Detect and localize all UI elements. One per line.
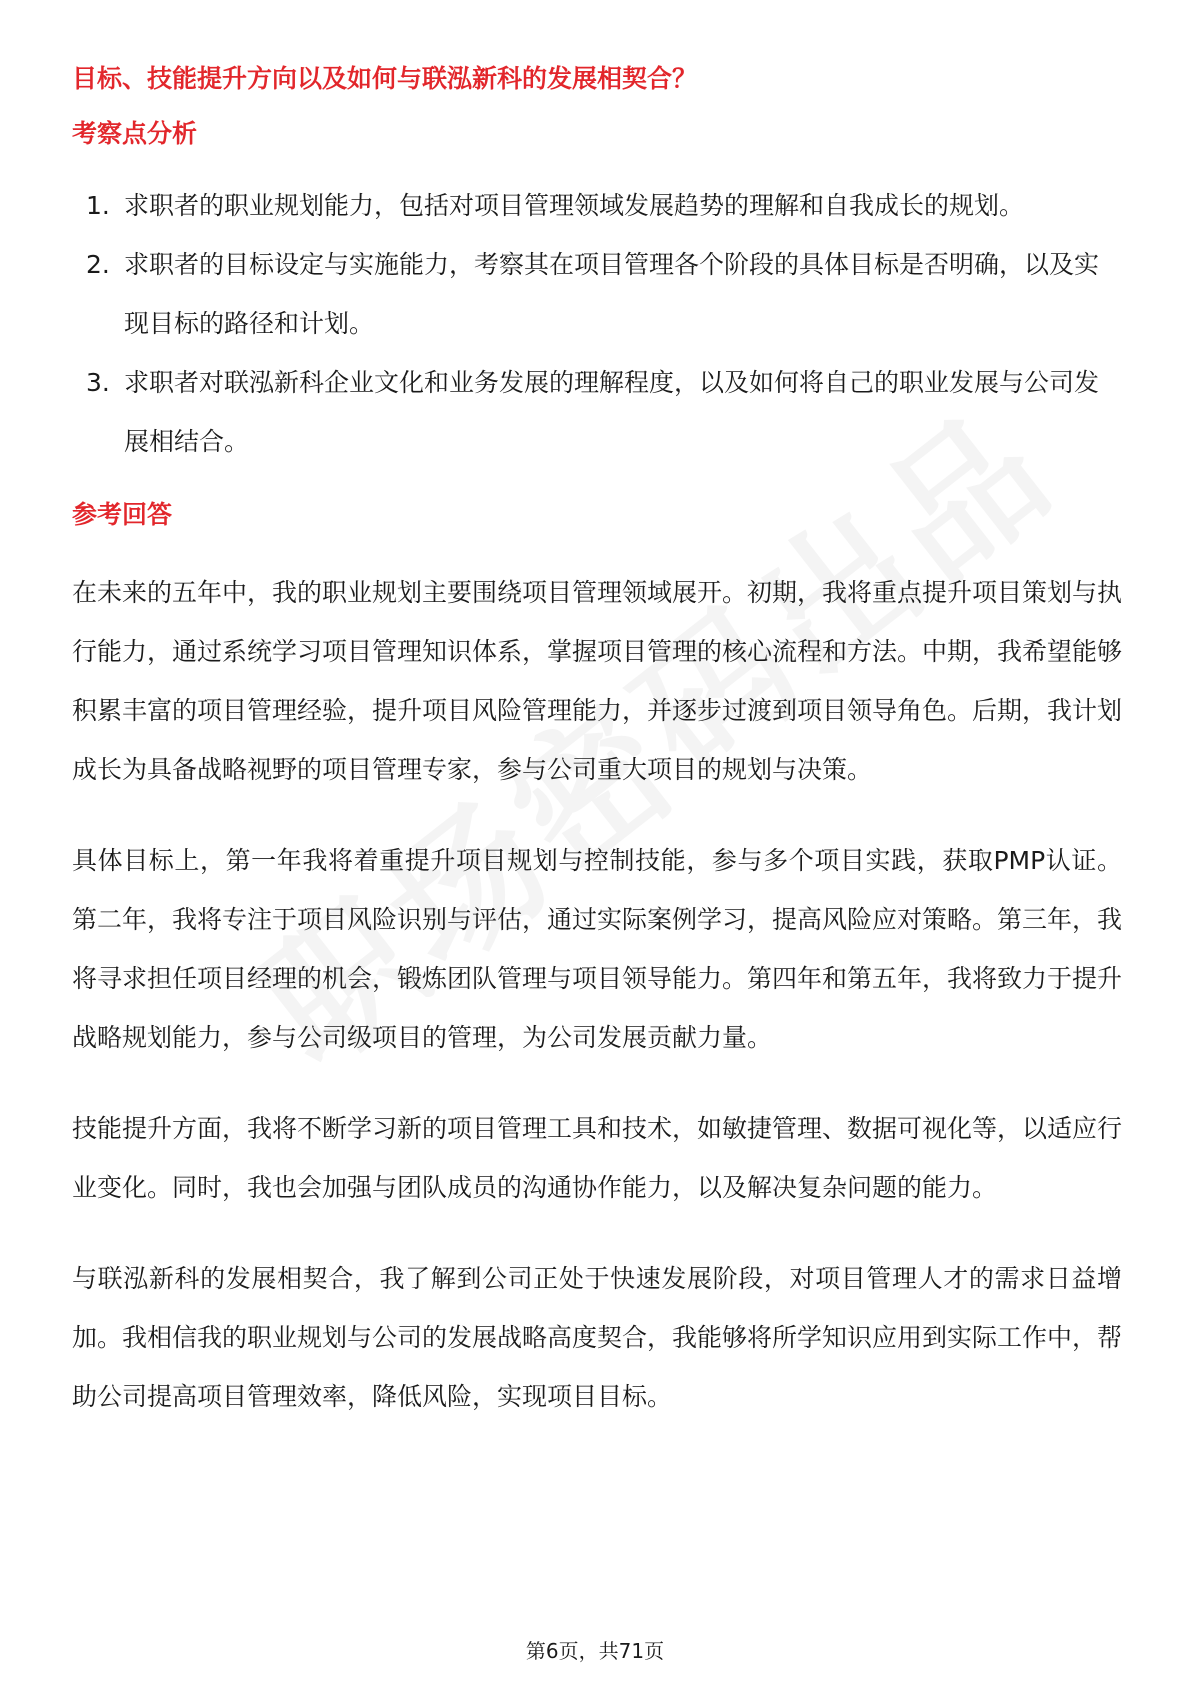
page-content — [72, 58, 1122, 1458]
analysis-heading: 考察点分析 — [72, 119, 198, 148]
list-item-text: 求职者对联泓新科企业文化和业务发展的理解程度，以及如何将自己的职业发展与公司发展相结合。 — [124, 368, 1100, 456]
answer-paragraph: 与联泓新科的发展相契合，我了解到公司正处于快速发展阶段，对项目管理人才的需求日益增加。我相信我的职业规划与公司的发展战略高度契合，我能够将所学知识应用到实际工作中，帮助公司提高项目管理效率，降低风险，实现项目目标。 — [72, 1264, 1123, 1411]
question-title: 目标、技能提升方向以及如何与联泓新科的发展相契合？ — [72, 64, 698, 93]
list-item-text: 求职者的职业规划能力，包括对项目管理领域发展趋势的理解和自我成长的规划。 — [124, 191, 1025, 220]
list-number: 2. — [86, 250, 110, 279]
analysis-points — [72, 176, 1122, 471]
answer-heading: 参考回答 — [72, 500, 173, 529]
answer-paragraph: 技能提升方面，我将不断学习新的项目管理工具和技术，如敏捷管理、数据可视化等，以适应行业变化。同时，我也会加强与团队成员的沟通协作能力，以及解决复杂问题的能力。 — [72, 1114, 1123, 1202]
list-item — [72, 235, 1122, 353]
list-number: 3. — [86, 368, 110, 397]
list-number: 1. — [86, 191, 110, 220]
answer-paragraph: 具体目标上，第一年我将着重提升项目规划与控制技能，参与多个项目实践，获取PMP认证。第二年，我将专注于项目风险识别与评估，通过实际案例学习，提高风险应对策略。第三年，我将寻求担任项目经理的机会，锻炼团队管理与项目领导能力。第四年和第五年，我将致力于提升战略规划能力，参与公司级项目的管理，为公司发展贡献力量。 — [72, 846, 1123, 1052]
page-number: 第6页，共71页 — [525, 1639, 665, 1663]
list-item-text: 求职者的目标设定与实施能力，考察其在项目管理各个阶段的具体目标是否明确，以及实现目标的路径和计划。 — [124, 250, 1100, 338]
answer-paragraph: 在未来的五年中，我的职业规划主要围绕项目管理领域展开。初期，我将重点提升项目策划与执行能力，通过系统学习项目管理知识体系，掌握项目管理的核心流程和方法。中期，我希望能够积累丰富的项目管理经验，提升项目风险管理能力，并逐步过渡到项目领导角色。后期，我计划成长为具备战略视野的项目管理专家，参与公司重大项目的规划与决策。 — [72, 578, 1123, 784]
list-item — [72, 353, 1122, 471]
list-item — [72, 176, 1122, 235]
